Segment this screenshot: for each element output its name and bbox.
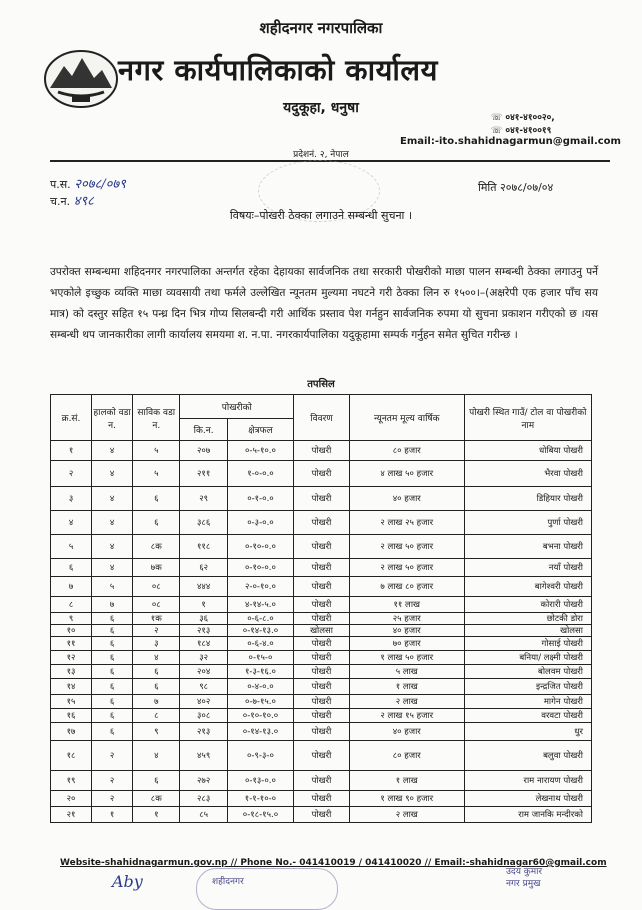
cell-area: ०-१०-०.० — [227, 535, 293, 559]
office-email: Email:-ito.shahidnagarmun@gmail.com — [400, 136, 621, 147]
cell-area: ०-९-३-० — [227, 741, 293, 771]
cell-detail: पोखरी — [294, 597, 350, 613]
municipality-name: शहीदनगर नगरपालिका — [259, 19, 383, 37]
col-location: पोखरी स्थित गाउँ/ टोल वा पोखरीको नाम — [464, 395, 591, 441]
cell-current-ward: ४ — [92, 441, 133, 461]
cell-min-price: २ लाख ५० हजार — [349, 535, 464, 559]
table-row — [51, 441, 592, 461]
cell-current-ward: ६ — [92, 679, 133, 695]
cell-kitta: २११ — [180, 461, 227, 487]
province: प्रदेशनं. २, नेपाल — [293, 150, 349, 160]
cell-location: बभना पोखरी — [464, 535, 591, 559]
cell-kitta: ३२ — [180, 651, 227, 665]
cell-area: ०-१-०.० — [227, 487, 293, 511]
cell-current-ward: २ — [92, 741, 133, 771]
cell-area: ०-१८-१५.० — [227, 807, 293, 823]
cell-min-price: ४ लाख ५० हजार — [349, 461, 464, 487]
table-row — [51, 597, 592, 613]
cell-location: डिहियार पोखरी — [464, 487, 591, 511]
cell-sn: २१ — [51, 807, 92, 823]
col-pond: पोखरीको — [180, 395, 294, 419]
cell-current-ward: ६ — [92, 723, 133, 741]
cell-area: ०-५-१०.० — [227, 441, 293, 461]
cell-detail: पोखरी — [294, 511, 350, 535]
phone-numbers — [491, 112, 555, 138]
subject-line: विषयः–पोखरी ठेक्का लगाउने सम्बन्धी सुचना । — [229, 209, 413, 222]
cell-sn: ३ — [51, 487, 92, 511]
cell-location: गोसाई पोखरी — [464, 637, 591, 651]
cell-kitta: २८३ — [180, 791, 227, 807]
cell-min-price: २ लाख ५० हजार — [349, 559, 464, 577]
cell-old-ward: २ — [133, 625, 180, 637]
cell-detail: पोखरी — [294, 807, 350, 823]
cell-detail: पोखरी — [294, 613, 350, 625]
cell-location: खोलसा — [464, 625, 591, 637]
cell-area: ०-६-४.० — [227, 637, 293, 651]
notice-body: उपरोक्त सम्बन्धमा शहिदनगर नगरपालिका अन्तर्गत रहेका देहायका सार्वजनिक तथा सरकारी पोखरीको माछा पालन सम्बन्धी ठेक्का लगाउनु पर्ने भएकोले इच्छुक व्यक्ति माछा व्यवसायी तथा फर्मले उल्लेखित न्यूनतम मुल्यमा नघटने गरी ठेक्का लिन रु १५००।–(अक्षरेपी एक हजार पाँच सय मात्र) को दस्तुर सहित १५ पन्ध्र दिन भित्र गोप्य सिलबन्दी गरी आर्थिक प्रस्ताव पेश गर्नहुन सार्वजनिक रुपमा यो सुचना प्रकाशन गरीएको छ ।यस सम्बन्धी थप जानकारीका लागी कार्यालय समयमा श. न.पा. नगरकार्यपालिका यदुकूहामा सम्पर्क गर्नुहन समेत सुचित गरीन्छ । — [50, 266, 598, 341]
pond-schedule-table — [50, 394, 592, 823]
cell-min-price: ८० हजार — [349, 441, 464, 461]
table-row — [51, 625, 592, 637]
cell-current-ward: ५ — [92, 577, 133, 597]
cell-kitta: २०४ — [180, 665, 227, 679]
cell-min-price: २ लाख — [349, 695, 464, 709]
cn-value: ४९८ — [73, 194, 94, 209]
cell-min-price: २५ हजार — [349, 613, 464, 625]
col-current-ward: हालको वडा न. — [92, 395, 133, 441]
cell-sn: १६ — [51, 709, 92, 723]
table-row — [51, 771, 592, 791]
reference-block — [50, 176, 126, 210]
cell-sn: २० — [51, 791, 92, 807]
cell-location: वरवटा पोखरी — [464, 709, 591, 723]
table-row — [51, 637, 592, 651]
cell-current-ward: २ — [92, 771, 133, 791]
cell-old-ward: ५ — [133, 441, 180, 461]
cell-detail: पोखरी — [294, 723, 350, 741]
table-row — [51, 723, 592, 741]
cell-sn: ८ — [51, 597, 92, 613]
cell-detail: खोलसा — [294, 625, 350, 637]
table-row — [51, 741, 592, 771]
cell-kitta: ४४४ — [180, 577, 227, 597]
ps-value: २०७८/०७९ — [74, 177, 126, 192]
col-kitta: कि.न. — [180, 419, 227, 441]
cell-kitta: ४५९ — [180, 741, 227, 771]
cell-old-ward: ९ — [133, 723, 180, 741]
cell-location: राम जानकि मन्दीरको — [464, 807, 591, 823]
table-row — [51, 559, 592, 577]
cell-kitta: २९ — [180, 487, 227, 511]
table-row — [51, 613, 592, 625]
letter-date: मिति २०७८/०७/०४ — [478, 181, 554, 194]
cell-old-ward: ४ — [133, 651, 180, 665]
ps-label: प.स. — [50, 178, 71, 191]
phone-2: ☏ ०४१-४१००१९ — [491, 126, 552, 136]
cell-old-ward: ८क — [133, 791, 180, 807]
cell-min-price: ४० हजार — [349, 625, 464, 637]
cell-location: छोटकी डोरा — [464, 613, 591, 625]
office-title: नगर कार्यपालिकाको कार्यालय — [118, 53, 438, 87]
table-row — [51, 679, 592, 695]
cell-min-price: २ लाख २५ हजार — [349, 511, 464, 535]
cell-old-ward: ७ — [133, 695, 180, 709]
cell-kitta: ३८६ — [180, 511, 227, 535]
cell-area: १-३-१६.० — [227, 665, 293, 679]
office-address: यदुकूहा, धनुषा — [283, 100, 359, 116]
cell-current-ward: ६ — [92, 625, 133, 637]
handwritten-signature: Aby — [112, 872, 143, 891]
cell-current-ward: ६ — [92, 651, 133, 665]
cell-area: ०-६-८.० — [227, 613, 293, 625]
cell-old-ward: ५ — [133, 461, 180, 487]
cell-location: बलुवा पोखरी — [464, 741, 591, 771]
cell-detail: पोखरी — [294, 791, 350, 807]
cell-location: धोबिया पोखरी — [464, 441, 591, 461]
cell-current-ward: ६ — [92, 665, 133, 679]
cell-sn: ६ — [51, 559, 92, 577]
cell-location: नयाँ पोखरी — [464, 559, 591, 577]
cell-kitta: ३६ — [180, 613, 227, 625]
cell-sn: ७ — [51, 577, 92, 597]
cell-old-ward: ०८ — [133, 577, 180, 597]
table-row — [51, 577, 592, 597]
cell-sn: २ — [51, 461, 92, 487]
cell-location: कोरारी पोखरी — [464, 597, 591, 613]
cell-kitta: ९८ — [180, 679, 227, 695]
cell-min-price: १ लाख ९० हजार — [349, 791, 464, 807]
cell-detail: पोखरी — [294, 771, 350, 791]
cell-sn: १३ — [51, 665, 92, 679]
cell-detail: पोखरी — [294, 441, 350, 461]
table-row — [51, 709, 592, 723]
cell-detail: पोखरी — [294, 679, 350, 695]
col-detail: विवरण — [294, 395, 350, 441]
cell-old-ward: ४ — [133, 741, 180, 771]
cell-kitta: २१३ — [180, 625, 227, 637]
cell-old-ward: ६ — [133, 679, 180, 695]
cell-old-ward: ०८ — [133, 597, 180, 613]
table-body — [51, 441, 592, 823]
cell-sn: १२ — [51, 651, 92, 665]
col-sn: क्र.सं. — [51, 395, 92, 441]
col-min-price: न्यूनतम मूल्य वार्षिक — [349, 395, 464, 441]
cell-old-ward: ८क — [133, 535, 180, 559]
cell-area: ०-७-१५.० — [227, 695, 293, 709]
table-row — [51, 807, 592, 823]
cell-kitta: १८४ — [180, 637, 227, 651]
cell-detail: पोखरी — [294, 535, 350, 559]
cell-current-ward: ४ — [92, 461, 133, 487]
cell-old-ward: ८ — [133, 709, 180, 723]
cell-min-price: १ लाख — [349, 679, 464, 695]
cell-area: ०-१०-१०.० — [227, 709, 293, 723]
cell-current-ward: २ — [92, 791, 133, 807]
cell-min-price: २ लाख — [349, 807, 464, 823]
cell-sn: १० — [51, 625, 92, 637]
cell-detail: पोखरी — [294, 709, 350, 723]
cell-detail: पोखरी — [294, 559, 350, 577]
cell-sn: ५ — [51, 535, 92, 559]
cell-old-ward: ६ — [133, 771, 180, 791]
cell-sn: १४ — [51, 679, 92, 695]
cell-detail: पोखरी — [294, 577, 350, 597]
cell-old-ward: १क — [133, 613, 180, 625]
cell-area: १-१-१०-० — [227, 791, 293, 807]
cell-kitta: ३०८ — [180, 709, 227, 723]
cell-location: पुर्णा पोखरी — [464, 511, 591, 535]
cell-detail: पोखरी — [294, 487, 350, 511]
cell-location: भैरवा पोखरी — [464, 461, 591, 487]
cell-area: ०-१५-० — [227, 651, 293, 665]
cell-min-price: ७ लाख ८० हजार — [349, 577, 464, 597]
table-row — [51, 665, 592, 679]
cell-current-ward: ७ — [92, 597, 133, 613]
cell-old-ward: ६ — [133, 511, 180, 535]
table-row — [51, 487, 592, 511]
stamp-right-line2: नगर प्रमुख — [506, 879, 541, 889]
cell-area: २-०-१०.० — [227, 577, 293, 597]
cell-kitta: २७२ — [180, 771, 227, 791]
cell-sn: १९ — [51, 771, 92, 791]
cell-area: ०-१३-०.० — [227, 771, 293, 791]
cell-kitta: २१३ — [180, 723, 227, 741]
stamp-right-line1: उदय कुमार — [506, 867, 543, 877]
cell-area: ०-३-०.० — [227, 511, 293, 535]
cell-min-price: ११ लाख — [349, 597, 464, 613]
cell-location: लेखनाथ पोखरी — [464, 791, 591, 807]
cell-detail: पोखरी — [294, 741, 350, 771]
stamp-left-text: शहीदनगर — [212, 877, 244, 887]
cell-current-ward: ६ — [92, 613, 133, 625]
table-row — [51, 695, 592, 709]
cell-detail: पोखरी — [294, 637, 350, 651]
cell-location: राम नारायण पोखरी — [464, 771, 591, 791]
cell-current-ward: ६ — [92, 695, 133, 709]
phone-1: ☏ ०४१-४१००२०, — [491, 113, 555, 123]
cell-current-ward: १ — [92, 807, 133, 823]
cell-kitta: २०७ — [180, 441, 227, 461]
cell-area: ०-४-०.० — [227, 679, 293, 695]
table-row — [51, 791, 592, 807]
cell-old-ward: १ — [133, 807, 180, 823]
cell-location: बोलवम पोखरी — [464, 665, 591, 679]
table-title: तपसिल — [307, 379, 335, 390]
cell-current-ward: ६ — [92, 637, 133, 651]
cell-min-price: १ लाख ५० हजार — [349, 651, 464, 665]
col-area: क्षेत्रफल — [227, 419, 293, 441]
cell-current-ward: ४ — [92, 487, 133, 511]
cell-kitta: ८५ — [180, 807, 227, 823]
cell-area: ०-१०-०.० — [227, 559, 293, 577]
cell-current-ward: ४ — [92, 535, 133, 559]
cell-location: मागेन पोखरी — [464, 695, 591, 709]
footer-contact: Website-shahidnagarmun.gov.np // Phone No.- 041410019 / 041410020 // Email:-shahidnagar60@gmail.com — [60, 858, 607, 868]
cell-area: ०-१४-१३.० — [227, 723, 293, 741]
cell-kitta: ४०२ — [180, 695, 227, 709]
cell-kitta: ६२ — [180, 559, 227, 577]
cell-area: ०-१४-१३.० — [227, 625, 293, 637]
cell-location: इन्द्रजित पोखरी — [464, 679, 591, 695]
table-row — [51, 511, 592, 535]
cell-current-ward: ४ — [92, 559, 133, 577]
cell-old-ward: ६ — [133, 665, 180, 679]
cell-old-ward: ६ — [133, 487, 180, 511]
table-row — [51, 535, 592, 559]
cell-sn: १ — [51, 441, 92, 461]
cn-label: च.न. — [50, 195, 71, 208]
cell-detail: पोखरी — [294, 651, 350, 665]
cell-min-price: १ लाख — [349, 771, 464, 791]
cell-sn: ११ — [51, 637, 92, 651]
cell-area: ४-१४-५.० — [227, 597, 293, 613]
cell-min-price: ८० हजार — [349, 741, 464, 771]
table-row — [51, 651, 592, 665]
cell-min-price: २ लाख १५ हजार — [349, 709, 464, 723]
stamp-right-text — [506, 866, 542, 890]
cell-location: बागेश्वरी पोखरी — [464, 577, 591, 597]
cell-current-ward: ६ — [92, 709, 133, 723]
col-old-ward: साविक वडा न. — [133, 395, 180, 441]
cell-kitta: १ — [180, 597, 227, 613]
cell-sn: ९ — [51, 613, 92, 625]
cell-sn: १७ — [51, 723, 92, 741]
cell-kitta: ११८ — [180, 535, 227, 559]
cell-detail: पोखरी — [294, 695, 350, 709]
cell-sn: ४ — [51, 511, 92, 535]
cell-min-price: ५ लाख — [349, 665, 464, 679]
cell-sn: १८ — [51, 741, 92, 771]
cell-current-ward: ४ — [92, 511, 133, 535]
cell-sn: १५ — [51, 695, 92, 709]
cell-old-ward: ७क — [133, 559, 180, 577]
cell-detail: पोखरी — [294, 461, 350, 487]
cell-location: धुर — [464, 723, 591, 741]
cell-area: १-०-०.० — [227, 461, 293, 487]
cell-location: बनिया/ लक्ष्मी पोखरी — [464, 651, 591, 665]
cell-old-ward: ३ — [133, 637, 180, 651]
cell-detail: पोखरी — [294, 665, 350, 679]
cell-min-price: ४० हजार — [349, 723, 464, 741]
cell-min-price: ४० हजार — [349, 487, 464, 511]
table-row — [51, 461, 592, 487]
cell-min-price: ७० हजार — [349, 637, 464, 651]
